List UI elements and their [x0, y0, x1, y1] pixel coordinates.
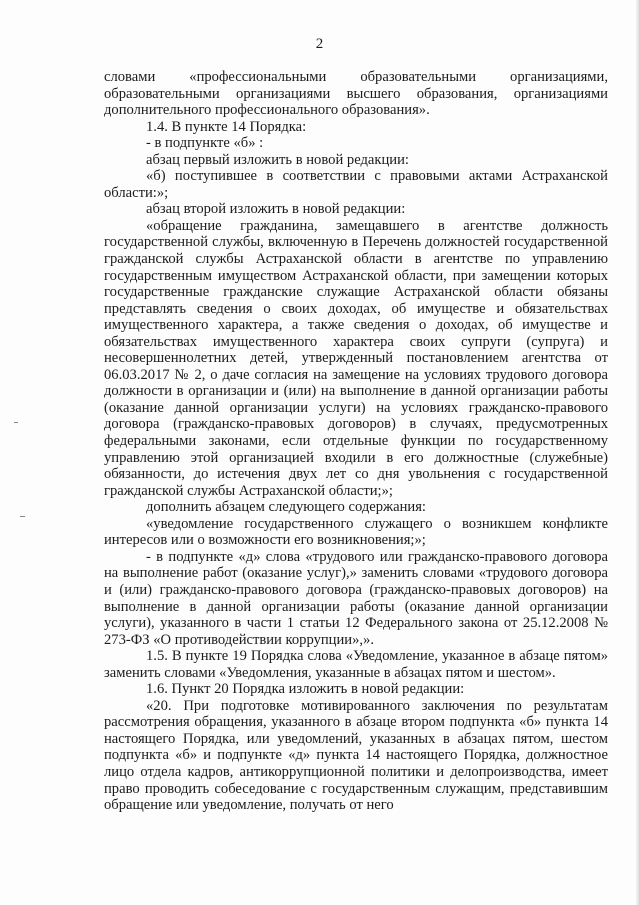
paragraph-conflict-notice-quote: «уведомление государственного служащего о возникшем конфликте интересов или о возможности его возникновения;»; [104, 515, 608, 549]
paragraph-subitem-b: - в подпункте «б» : [146, 135, 264, 152]
paragraph-citizen-appeal-quote: «обращение гражданина, замещавшего в агентстве должность государственной службы, включенную в Перечень должностей государственной гражданской службы Астраханской области в агентстве по управлению государственным имуществом Астраханской области, при замещении которых государственные гражданские служащие Астраханской области обязаны представлять сведения о своих доходах, об имуществе и обязательствах имущественного характера, а также сведения о доходах, об имуществе и обязательствах имущественного характера своих супруги (супруга) и несовершеннолетних детей, утвержденный постановлением агентства от 06.03.2017 № 2, о даче согласия на замещение на условиях трудового договора должности в организации и (или) на выполнение в данной организации работы (оказание данной организации услуги) на условиях гражданско-правового договора (гражданско-правовых договоров) в случаях, предусмотренных федеральными законами, если отдельные функции по государственному управлению этой организацией входили в его должностные (служебные) обязанности, до истечения двух лет со дня увольнения с государственной гражданской службы Астраханской области;»; [104, 217, 608, 499]
paragraph-item-20-quote: «20. При подготовке мотивированного заключения по результатам рассмотрения обращения, указанного в абзаце втором подпункта «б» пункта 14 настоящего Порядка, или уведомлений, указанных в абзацах пятом, шестом подпункта «б» и подпункте «д» пункта 14 настоящего Порядка, должностное лицо отдела кадров, антикоррупционной политики и делопроизводства, имеет право проводить собеседование с государственным служащим, представившим обращение или уведомление, получать от него [104, 697, 608, 814]
paragraph-item-1-4: 1.4. В пункте 14 Порядка: [146, 118, 307, 135]
paragraph-second-abzac-instruction: абзац второй изложить в новой редакции: [146, 201, 406, 218]
scan-mark [14, 422, 18, 423]
scan-mark [20, 516, 25, 517]
paragraph-add-abzac-instruction: дополнить абзацем следующего содержания: [146, 499, 426, 516]
paragraph-first-abzac-instruction: абзац первый изложить в новой редакции: [146, 151, 409, 168]
paragraph-item-1-6: 1.6. Пункт 20 Порядка изложить в новой редакции: [146, 681, 465, 698]
paragraph-quote-b: «б) поступившее в соответствии с правовыми актами Астраханской области:»; [104, 168, 608, 201]
paragraph-replacement-words: словами «профессиональными образовательными организациями, образовательными организациями высшего образования, организациями дополнительного профессионального образования». [104, 69, 608, 119]
page-number: 2 [315, 36, 324, 52]
paragraph-subitem-d: - в подпункте «д» слова «трудового или гражданско-правового договора на выполнение работ (оказание услуг),» заменить словами «трудового договора и (или) гражданско-правового договора (гражданско-правовых договоров) на выполнение в данной организации работы (оказание данной организации услуги), указанного в части 1 статьи 12 Федерального закона от 25.12.2008 № 273-ФЗ «О противодействии коррупции»,». [104, 548, 608, 648]
paragraph-item-1-5: 1.5. В пункте 19 Порядка слова «Уведомление, указанное в абзаце пятом» заменить словами «Уведомления, указанные в абзацах пятом и шестом». [104, 648, 608, 681]
document-body [104, 69, 608, 814]
